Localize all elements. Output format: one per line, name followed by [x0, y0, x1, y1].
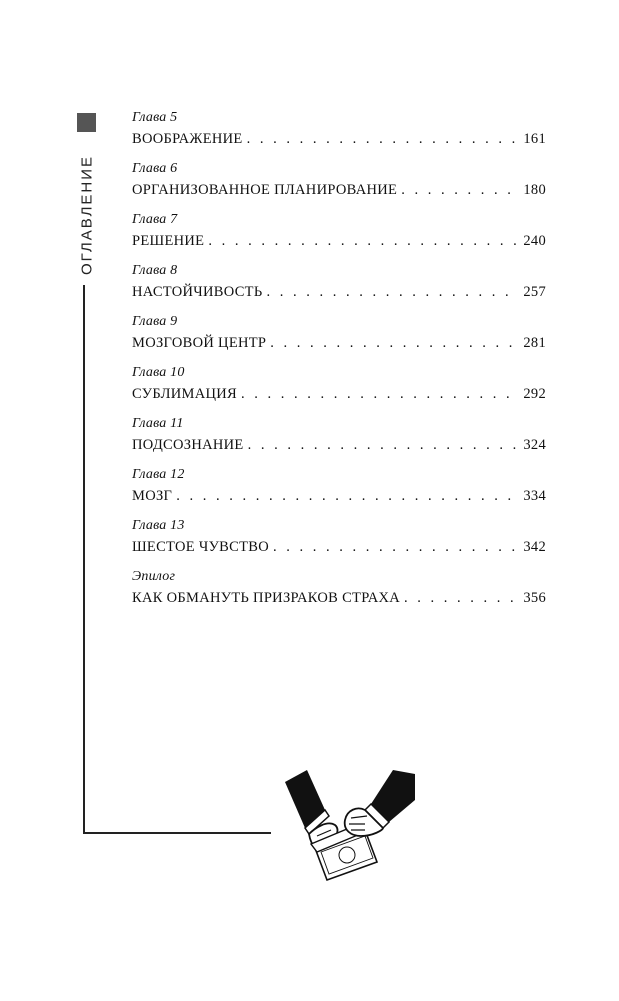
page-number: 281 — [523, 335, 546, 351]
toc-entry[interactable] — [132, 569, 546, 615]
chapter-title[interactable]: РЕШЕНИЕ — [132, 233, 205, 249]
chapter-title[interactable]: МОЗГ — [132, 488, 173, 504]
page-number: 356 — [523, 590, 546, 606]
dot-leader — [404, 589, 519, 607]
toc-entry[interactable] — [132, 161, 546, 212]
dot-leader — [248, 436, 520, 454]
sidebar-title-text: ОГЛАВЛЕНИЕ — [78, 154, 96, 276]
toc-entry[interactable] — [132, 518, 546, 569]
section-marker — [77, 113, 96, 132]
page-number: 334 — [523, 488, 546, 504]
toc-entry[interactable] — [132, 416, 546, 467]
chapter-title[interactable]: НАСТОЙЧИВОСТЬ — [132, 284, 263, 300]
chapter-title[interactable]: ВООБРАЖЕНИЕ — [132, 131, 243, 147]
toc-entry[interactable] — [132, 365, 546, 416]
chapter-label: Глава 10 — [132, 365, 185, 380]
dot-leader — [270, 334, 519, 352]
chapter-title[interactable]: ОРГАНИЗОВАННОЕ ПЛАНИРОВАНИЕ — [132, 182, 398, 198]
dot-leader — [266, 283, 519, 301]
chapter-label: Глава 8 — [132, 263, 178, 278]
horizontal-rule — [83, 832, 271, 834]
dot-leader — [273, 538, 519, 556]
dot-leader — [176, 487, 519, 505]
chapter-title[interactable]: КАК ОБМАНУТЬ ПРИЗРАКОВ СТРАХА — [132, 590, 401, 606]
toc-entry[interactable] — [132, 467, 546, 518]
page-number: 257 — [523, 284, 546, 300]
chapter-label: Глава 12 — [132, 467, 185, 482]
page-number: 342 — [523, 539, 546, 555]
chapter-title[interactable]: ШЕСТОЕ ЧУВСТВО — [132, 539, 270, 555]
chapter-title[interactable]: МОЗГОВОЙ ЦЕНТР — [132, 335, 267, 351]
dot-leader — [208, 232, 519, 250]
table-of-contents — [132, 110, 546, 615]
chapter-label: Глава 13 — [132, 518, 185, 533]
page-number: 161 — [523, 131, 546, 147]
vertical-rule — [83, 285, 85, 833]
chapter-label: Глава 9 — [132, 314, 178, 329]
toc-entry[interactable] — [132, 212, 546, 263]
chapter-label: Глава 6 — [132, 161, 178, 176]
chapter-label: Глава 7 — [132, 212, 178, 227]
dot-leader — [401, 181, 519, 199]
toc-entry[interactable] — [132, 314, 546, 365]
chapter-title[interactable]: СУБЛИМАЦИЯ — [132, 386, 237, 402]
chapter-label: Глава 11 — [132, 416, 184, 431]
toc-entry[interactable] — [132, 263, 546, 314]
chapter-title[interactable]: ПОДСОЗНАНИЕ — [132, 437, 244, 453]
page-number: 240 — [523, 233, 546, 249]
chapter-label: Глава 5 — [132, 110, 178, 125]
chapter-label: Эпилог — [132, 569, 176, 584]
toc-entry[interactable] — [132, 110, 546, 161]
sidebar-title — [70, 150, 104, 280]
handshake-money-icon — [285, 770, 415, 890]
dot-leader — [247, 130, 520, 148]
page-number: 324 — [523, 437, 546, 453]
page-number: 292 — [523, 386, 546, 402]
page-number: 180 — [523, 182, 546, 198]
dot-leader — [241, 385, 519, 403]
